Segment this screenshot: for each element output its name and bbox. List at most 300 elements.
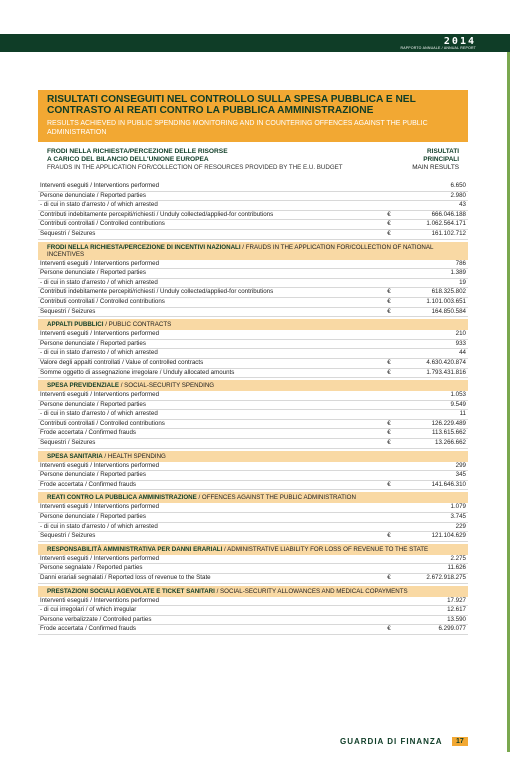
table-row <box>38 616 468 626</box>
row-label-sep: / <box>97 615 103 623</box>
section-title-it: SPESA PREVIDENZIALE <box>47 382 119 390</box>
row-value: 13.266.662 <box>435 439 466 447</box>
row-label <box>38 523 382 532</box>
row-label-it: Valore degli appalti controllati <box>40 358 121 366</box>
currency-symbol <box>382 564 396 573</box>
currency-symbol <box>382 182 396 191</box>
section-header <box>38 544 468 555</box>
page-title-box <box>38 90 468 142</box>
row-label-it: Interventi eseguiti <box>40 182 89 189</box>
row-label-sep: / <box>66 307 72 315</box>
row-value: 126.229.489 <box>431 419 466 427</box>
row-label-en: Reported parties <box>100 269 146 277</box>
currency-symbol <box>382 410 396 419</box>
row-label-it: Contributi controllati <box>40 220 95 228</box>
section-header <box>38 380 468 391</box>
row-value: 161.102.712 <box>431 229 466 237</box>
row-label-en: Confirmed frauds <box>88 429 136 437</box>
row-label-en: Seizures <box>71 307 96 315</box>
currency-symbol: € <box>387 419 391 427</box>
row-label-it: - di cui in stato d'arresto <box>40 522 106 530</box>
section-header <box>38 586 468 597</box>
table-row <box>38 513 468 523</box>
row-label-sep: / <box>154 210 161 218</box>
table-row <box>38 574 468 584</box>
table-row <box>38 429 468 439</box>
table-row <box>38 471 468 481</box>
row-label <box>38 597 382 606</box>
currency-symbol: € <box>387 220 391 228</box>
row-label-sep: / <box>120 358 126 366</box>
section-title-line1: FRODI NELLA RICHIESTA/PERCEZIONE DELLE RISORSE <box>47 148 228 155</box>
row-label <box>38 462 382 471</box>
row-label-en: Reported parties <box>100 191 146 199</box>
page-subtitle: RESULTS ACHIEVED IN PUBLIC SPENDING MONITORING AND IN COUNTERING OFFENCES AGAINST THE PUBLIC ADMINISTRATION <box>47 120 428 136</box>
table-row <box>38 420 468 430</box>
row-label-sep: / <box>88 330 94 338</box>
row-label-sep: / <box>105 201 111 209</box>
row-label-sep: / <box>91 564 97 572</box>
row-label <box>38 555 382 564</box>
row-label-en: Seizures <box>71 439 96 447</box>
currency-symbol: € <box>387 288 391 296</box>
row-label-it: - di cui in stato d'arresto <box>40 278 106 286</box>
section-title-en: PUBLIC CONTRACTS <box>108 321 172 329</box>
row-value: 299 <box>455 461 466 469</box>
row-label-it: Frode accertata <box>40 480 84 488</box>
currency-symbol: € <box>387 229 391 237</box>
table-row <box>38 555 468 565</box>
row-label-sep: / <box>84 606 90 614</box>
section-header-eu <box>38 145 468 182</box>
currency-symbol <box>382 503 396 512</box>
row-label-en: of which arrested <box>110 278 158 286</box>
row-label-it: Contributi indebitamente percepiti/richiesti <box>40 210 155 218</box>
main-results-it1: RISULTATI <box>427 148 459 155</box>
row-label <box>38 220 382 229</box>
currency-symbol <box>382 269 396 278</box>
footer-brand: GUARDIA DI FINANZA <box>340 737 443 746</box>
currency-symbol <box>382 260 396 269</box>
row-value: 44 <box>459 349 466 357</box>
row-label-en: Controlled contributions <box>99 220 165 228</box>
row-label <box>38 606 382 615</box>
row-label-en: Reported parties <box>100 339 146 347</box>
table-row <box>38 564 468 574</box>
currency-symbol <box>382 391 396 400</box>
row-value: 4.630.420.874 <box>426 358 466 366</box>
row-label-sep: / <box>88 391 94 399</box>
row-value: 17.927 <box>447 596 466 604</box>
row-label-it: Contributi indebitamente percepiti/richiesti <box>40 288 155 296</box>
page-title: RISULTATI CONSEGUITI NEL CONTROLLO SULLA SPESA PUBBLICA E NEL CONTRASTO AI REATI CONTRO LA PUBBLICA AMMINISTRAZIONE <box>47 94 416 116</box>
currency-symbol: € <box>387 574 391 581</box>
table-row <box>38 410 468 420</box>
row-label <box>38 513 382 522</box>
main-results-en: MAIN RESULTS <box>412 164 459 171</box>
table-row <box>38 269 468 279</box>
row-label <box>38 616 382 625</box>
table-row <box>38 503 468 513</box>
row-label <box>38 201 382 210</box>
row-value: 210 <box>455 330 466 338</box>
currency-symbol <box>382 616 396 625</box>
row-label <box>38 288 382 297</box>
row-label-it: Persone denunciate <box>40 269 96 277</box>
section-title-sep: / <box>240 243 246 251</box>
section-title-sep: / <box>102 452 108 460</box>
row-value: 2.672.918.275 <box>426 574 466 581</box>
row-label-en: of which arrested <box>110 522 158 530</box>
row-label-en: of which arrested <box>110 410 158 418</box>
row-label-en: Interventions performed <box>93 461 160 469</box>
table-row <box>38 192 468 202</box>
row-label <box>38 410 382 419</box>
currency-symbol <box>382 597 396 606</box>
row-label-sep: / <box>88 596 94 604</box>
row-value: 11 <box>459 410 466 418</box>
row-label-en: Controlled contributions <box>99 419 165 427</box>
row-label-sep: / <box>94 297 100 305</box>
row-label-it: Persone verbalizzate <box>40 615 98 623</box>
currency-symbol <box>382 192 396 201</box>
page-number: 17 <box>452 737 468 746</box>
currency-symbol: € <box>387 368 391 376</box>
table-row <box>38 340 468 350</box>
currency-symbol: € <box>387 358 391 366</box>
table-row <box>38 462 468 472</box>
row-value: 2.980 <box>450 191 466 199</box>
section-header <box>38 242 468 260</box>
table-row <box>38 597 468 607</box>
row-label-en: Reported parties <box>100 513 146 521</box>
row-label-it: Persone segnalate <box>40 564 92 572</box>
row-label <box>38 471 382 480</box>
row-label-en: Interventions performed <box>93 503 160 511</box>
section-title-sep: / <box>214 587 221 595</box>
row-label-sep: / <box>88 461 94 469</box>
currency-symbol <box>382 471 396 480</box>
row-label-sep: / <box>94 419 100 427</box>
row-value: 11.626 <box>447 564 466 572</box>
row-label-it: Frode accertata <box>40 625 84 633</box>
row-label <box>38 349 382 358</box>
row-label-it: Sequestri <box>40 229 67 237</box>
row-label-it: - di cui in stato d'arresto <box>40 349 106 357</box>
row-label <box>38 330 382 339</box>
row-label-en: Value of controlled contracts <box>125 358 204 366</box>
row-label-en: Interventions performed <box>93 391 160 399</box>
row-label-it: Sequestri <box>40 439 67 447</box>
currency-symbol <box>382 349 396 358</box>
row-label-sep: / <box>105 349 111 357</box>
section-title-en: SOCIAL-SECURITY SPENDING <box>124 382 215 390</box>
row-label-it: Interventi eseguiti <box>40 461 89 469</box>
main-results-heading <box>412 148 459 172</box>
row-label-sep: / <box>83 480 89 488</box>
currency-symbol <box>382 201 396 210</box>
row-value: 933 <box>455 339 466 347</box>
row-label-sep: / <box>105 522 111 530</box>
row-label-it: Somme oggetto di assegnazione irregolare <box>40 368 158 376</box>
row-label <box>38 625 382 634</box>
row-label <box>38 308 382 317</box>
section-rows-eu <box>38 182 468 240</box>
row-label-it: Interventi eseguiti <box>40 259 89 267</box>
table-row <box>38 230 468 240</box>
row-label-sep: / <box>95 339 101 347</box>
currency-symbol <box>382 555 396 564</box>
row-label-sep: / <box>88 554 94 562</box>
row-label-en: Seizures <box>71 229 96 237</box>
section-title-it: FRODI NELLA RICHIESTA/PERCEZIONE DI INCENTIVI NAZIONALI <box>47 243 241 251</box>
row-label-sep: / <box>83 429 89 437</box>
row-label-it: Persone denunciate <box>40 400 96 408</box>
table-row <box>38 211 468 221</box>
row-label-sep: / <box>154 288 161 296</box>
currency-symbol <box>382 462 396 471</box>
row-label-en: Reported loss of revenue to the State <box>108 574 211 581</box>
row-label-it: Persone denunciate <box>40 513 96 521</box>
table-row <box>38 481 468 491</box>
row-label-en: Seizures <box>71 532 96 540</box>
currency-symbol <box>382 523 396 532</box>
row-value: 6.650 <box>450 182 466 189</box>
section-header <box>38 492 468 503</box>
row-label-en: Reported parties <box>96 564 143 572</box>
row-label-it: Persone denunciate <box>40 339 96 347</box>
section-title-sep: / <box>118 382 125 390</box>
row-label <box>38 532 382 541</box>
row-label-en: Reported parties <box>100 471 146 479</box>
row-label <box>38 503 382 512</box>
row-label-sep: / <box>105 278 111 286</box>
section-title-it: SPESA SANITARIA <box>47 452 103 460</box>
row-label-it: Persone denunciate <box>40 191 96 199</box>
row-label-en: Interventions performed <box>93 330 160 338</box>
row-label-sep: / <box>95 191 101 199</box>
row-label-en: Unduly collected/applied-for contributions <box>160 288 274 296</box>
row-value: 345 <box>455 471 466 479</box>
row-label-sep: / <box>95 400 101 408</box>
currency-symbol <box>382 330 396 339</box>
section-title-en: HEALTH SPENDING <box>107 452 166 460</box>
row-label-en: Confirmed frauds <box>88 625 136 633</box>
row-label-it: - di cui irregolari <box>40 606 85 614</box>
results-table <box>38 145 468 635</box>
table-row <box>38 532 468 542</box>
row-label <box>38 182 382 191</box>
row-label-sep: / <box>95 513 101 521</box>
row-label <box>38 269 382 278</box>
row-label-en: of which irregular <box>89 606 137 614</box>
section-title-it: APPALTI PUBBLICI <box>47 321 104 329</box>
table-row <box>38 349 468 359</box>
row-label-sep: / <box>66 439 72 447</box>
row-label-sep: / <box>95 471 101 479</box>
section-title-sep: / <box>196 494 202 502</box>
row-label-en: Confirmed frauds <box>88 480 136 488</box>
section-title-it: REATI CONTRO LA PUBBLICA AMMINISTRAZIONE <box>47 494 197 502</box>
table-row <box>38 391 468 401</box>
row-value: 1.793.431.816 <box>426 368 466 376</box>
row-label <box>38 481 382 490</box>
table-row <box>38 298 468 308</box>
row-label-sep: / <box>66 229 72 237</box>
row-label-en: Interventions performed <box>93 596 160 604</box>
row-label-sep: / <box>105 410 111 418</box>
section-title-en: OFFENCES AGAINST THE PUBLIC ADMINISTRATION <box>201 494 356 502</box>
row-label-sep: / <box>88 182 94 189</box>
table-row <box>38 523 468 533</box>
table-row <box>38 606 468 616</box>
row-value: 3.745 <box>450 513 466 521</box>
currency-symbol <box>382 279 396 288</box>
row-label-en: Unduly collected/applied-for contributions <box>160 210 274 218</box>
row-label-it: Sequestri <box>40 307 67 315</box>
row-label <box>38 340 382 349</box>
currency-symbol: € <box>387 429 391 437</box>
report-label: RAPPORTO ANNUALE / ANNUAL REPORT <box>400 46 476 50</box>
currency-symbol: € <box>387 307 391 315</box>
row-label <box>38 298 382 307</box>
row-label-it: Frode accertata <box>40 429 84 437</box>
row-label-it: Sequestri <box>40 532 67 540</box>
row-value: 1.053 <box>450 391 466 399</box>
row-label-it: Interventi eseguiti <box>40 596 89 604</box>
row-value: 1.079 <box>450 503 466 511</box>
table-row <box>38 625 468 635</box>
section-title-en: FRAUDS IN THE APPLICATION FOR/COLLECTION OF NATIONAL INCENTIVES <box>47 243 434 258</box>
row-value: 164.850.584 <box>431 307 466 315</box>
row-value: 2.275 <box>450 554 466 562</box>
section-title-line2: A CARICO DEL BILANCIO DELL'UNIONE EUROPEA <box>47 156 209 163</box>
row-value: 1.101.003.651 <box>426 297 466 305</box>
row-label-it: Danni erariali segnalati <box>40 574 103 581</box>
section-header <box>38 319 468 330</box>
currency-symbol <box>382 606 396 615</box>
row-value: 1.389 <box>450 269 466 277</box>
row-label-en: Interventions performed <box>93 182 160 189</box>
table-row <box>38 401 468 411</box>
table-row <box>38 182 468 192</box>
row-label-it: - di cui in stato d'arresto <box>40 201 106 209</box>
row-label-it: Contributi controllati <box>40 297 95 305</box>
section-title-sep: / <box>103 321 109 329</box>
table-row <box>38 288 468 298</box>
section-title-en: SOCIAL-SECURITY ALLOWANCES AND MEDICAL COPAYMENTS <box>220 587 408 595</box>
row-label-en: Unduly allocated amounts <box>163 368 235 376</box>
table-row <box>38 260 468 270</box>
row-label-it: Interventi eseguiti <box>40 330 89 338</box>
row-label <box>38 439 382 448</box>
table-row <box>38 308 468 318</box>
row-label <box>38 574 382 583</box>
row-label-sep: / <box>102 574 109 581</box>
row-label-en: of which arrested <box>110 349 158 357</box>
currency-symbol: € <box>387 439 391 447</box>
row-label <box>38 260 382 269</box>
row-value: 9.549 <box>450 400 466 408</box>
row-label <box>38 192 382 201</box>
table-row <box>38 359 468 369</box>
row-value: 666.046.188 <box>431 210 466 218</box>
row-label-en: Interventions performed <box>93 554 160 562</box>
row-value: 113.615.662 <box>432 429 466 437</box>
section-title-it: PRESTAZIONI SOCIALI AGEVOLATE E TICKET SANITARI <box>47 587 215 595</box>
row-value: 786 <box>455 259 466 267</box>
row-label-it: Interventi eseguiti <box>40 391 89 399</box>
row-value: 6.299.077 <box>438 625 466 633</box>
section-title-en: FRAUDS IN THE APPLICATION FOR/COLLECTION OF RESOURCES PROVIDED BY THE E.U. BUDGET <box>47 164 343 171</box>
table-row <box>38 439 468 449</box>
row-value: 43 <box>459 201 466 209</box>
row-label-it: Persone denunciate <box>40 471 96 479</box>
currency-symbol <box>382 513 396 522</box>
currency-symbol: € <box>387 532 391 540</box>
row-value: 618.325.802 <box>431 288 466 296</box>
row-label <box>38 401 382 410</box>
row-value: 12.617 <box>447 606 466 614</box>
row-label-it: Contributi controllati <box>40 419 95 427</box>
row-label-en: Interventions performed <box>93 259 160 267</box>
row-label <box>38 391 382 400</box>
row-label-sep: / <box>95 269 101 277</box>
row-label-sep: / <box>83 625 89 633</box>
section-title-it: RESPONSABILITÀ AMMINISTRATIVA PER DANNI ERARIALI <box>47 545 223 553</box>
row-label-it: Interventi eseguiti <box>40 503 89 511</box>
table-row <box>38 220 468 230</box>
currency-symbol: € <box>387 480 391 488</box>
row-label <box>38 420 382 429</box>
table-row <box>38 279 468 289</box>
row-label-en: Controlled contributions <box>99 297 165 305</box>
row-label-en: Reported parties <box>100 400 146 408</box>
row-label <box>38 564 382 573</box>
main-results-it2: PRINCIPALI <box>423 156 459 163</box>
row-label <box>38 429 382 438</box>
currency-symbol: € <box>387 210 391 218</box>
table-row <box>38 330 468 340</box>
row-label-en: Controlled parties <box>102 615 152 623</box>
row-label <box>38 211 382 220</box>
row-value: 1.062.564.171 <box>426 220 466 228</box>
currency-symbol: € <box>387 625 391 633</box>
row-value: 141.646.310 <box>431 480 466 488</box>
row-value: 121.104.629 <box>431 532 466 540</box>
row-label-sep: / <box>88 503 94 511</box>
sections-container <box>38 242 468 635</box>
row-label-en: of which arrested <box>110 201 158 209</box>
row-label-sep: / <box>94 220 100 228</box>
currency-symbol: € <box>387 297 391 305</box>
section-title-sep: / <box>222 545 228 553</box>
row-label-sep: / <box>88 259 94 267</box>
table-row <box>38 369 468 379</box>
table-row <box>38 201 468 211</box>
year-label: 2014 <box>443 36 476 47</box>
row-label-it: - di cui in stato d'arresto <box>40 410 106 418</box>
row-label <box>38 230 382 239</box>
row-label-it: Interventi eseguiti <box>40 554 89 562</box>
currency-symbol <box>382 401 396 410</box>
row-label-sep: / <box>66 532 72 540</box>
row-label <box>38 359 382 368</box>
section-header <box>38 451 468 462</box>
row-value: 19 <box>459 278 466 286</box>
row-label <box>38 369 382 378</box>
section-title-en: ADMINISTRATIVE LIABILITY FOR LOSS OF REVENUE TO THE STATE <box>227 545 429 553</box>
